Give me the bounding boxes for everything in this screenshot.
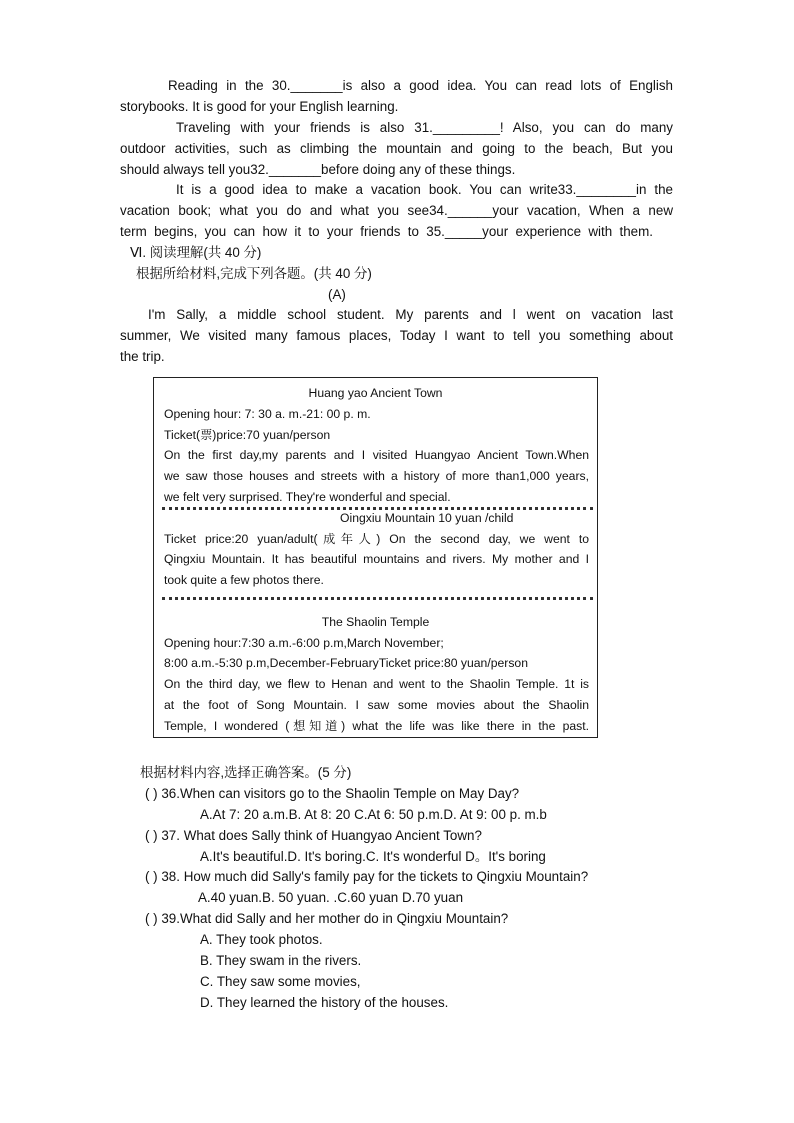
town-text-3: we felt very surprised. They're wonderful and special. xyxy=(164,490,451,504)
town-hours: Opening hour: 7: 30 a. m.-21: 00 p. m. xyxy=(164,407,371,421)
temple-hours-1: Opening hour:7:30 a.m.-6:00 p.m,March November; xyxy=(164,636,444,650)
mountain-text-3: took quite a few photos there. xyxy=(164,573,324,587)
passage-line-30: Reading in the 30._______is also a good idea. You can read lots of English xyxy=(168,78,673,93)
section-heading: Ⅵ. 阅读理解(共 40 分) xyxy=(130,245,262,260)
dotted-divider xyxy=(162,597,593,600)
town-text-2: we saw those houses and streets with a history of more than1,000 years, xyxy=(164,469,589,483)
temple-hours-2: 8:00 a.m.-5:30 p.m,December-FebruaryTicket price:80 yuan/person xyxy=(164,656,528,670)
question-39-option-a: A. They took photos. xyxy=(200,932,323,947)
intro-line-1: I'm Sally, a middle school student. My parents and l went on vacation last xyxy=(148,307,673,322)
temple-text-1: On the third day, we flew to Henan and went to the Shaolin Temple. 1t is xyxy=(164,677,589,691)
passage-line-35: term begins, you can how it to your friends to 35._____your experience with them. xyxy=(120,224,653,239)
temple-text-3: Temple, I wondered (想知道) what the life was like there in the past. xyxy=(164,719,589,733)
question-38: ( ) 38. How much did Sally's family pay for the tickets to Qingxiu Mountain? xyxy=(145,869,589,884)
trip-info-box xyxy=(153,377,598,738)
passage-line-32: should always tell you32._______before doing any of these things. xyxy=(120,162,516,177)
question-36: ( ) 36.When can visitors go to the Shaolin Temple on May Day? xyxy=(145,786,520,801)
mountain-text-2: Qingxiu Mountain. It has beautiful mountains and rivers. My mother and I xyxy=(164,552,589,566)
question-38-options: A.40 yuan.B. 50 yuan. .C.60 yuan D.70 yuan xyxy=(198,890,464,905)
town-ticket: Ticket(票)price:70 yuan/person xyxy=(164,428,331,442)
temple-title: The Shaolin Temple xyxy=(321,615,430,629)
passage-line-31b: outdoor activities, such as climbing the mountain and going to the beach, But you xyxy=(120,141,673,156)
section-instruction: 根据所给材料,完成下列各题。(共 40 分) xyxy=(136,266,372,281)
temple-text-2: at the foot of Song Mountain. I saw some movies about the Shaolin xyxy=(164,698,589,712)
question-36-options: A.At 7: 20 a.m.B. At 8: 20 C.At 6: 50 p.m.D. At 9: 00 p. m.b xyxy=(200,807,547,822)
intro-line-2: summer, We visited many famous places, Today I want to tell you something about xyxy=(120,328,673,343)
mountain-text-1: Ticket price:20 yuan/adult(成年人) On the second day, we went to xyxy=(164,532,589,546)
question-39-option-b: B. They swam in the rivers. xyxy=(200,953,362,968)
passage-line-33: It is a good idea to make a vacation book. You can write33.________in the xyxy=(176,182,673,197)
passage-line-34: vacation book; what you do and what you see34.______your vacation, When a new xyxy=(120,203,673,218)
mountain-title: Oingxiu Mountain 10 yuan /child xyxy=(340,511,514,525)
question-39-option-d: D. They learned the history of the houses. xyxy=(200,995,449,1010)
passage-line-31: Traveling with your friends is also 31._________! Also, you can do many xyxy=(176,120,673,135)
passage-line-30b: storybooks. It is good for your English learning. xyxy=(120,99,399,114)
question-39: ( ) 39.What did Sally and her mother do in Qingxiu Mountain? xyxy=(145,911,509,926)
town-text-1: On the first day,my parents and I visited Huangyao Ancient Town.When xyxy=(164,448,589,462)
question-37-options: A.It's beautiful.D. It's boring.C. It's wonderful D。It's boring xyxy=(200,849,546,864)
town-title: Huang yao Ancient Town xyxy=(308,386,443,400)
intro-line-3: the trip. xyxy=(120,349,165,364)
part-label: (A) xyxy=(328,287,346,302)
question-37: ( ) 37. What does Sally think of Huangyao Ancient Town? xyxy=(145,828,482,843)
question-39-option-c: C. They saw some movies, xyxy=(200,974,361,989)
questions-instruction: 根据材料内容,选择正确答案。(5 分) xyxy=(140,765,352,780)
